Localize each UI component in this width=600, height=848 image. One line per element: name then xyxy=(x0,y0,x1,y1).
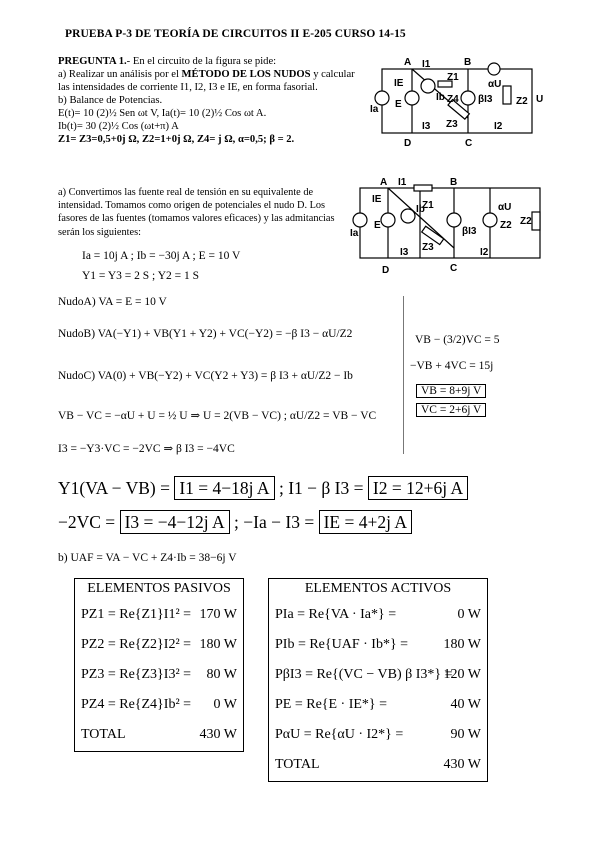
c1-label-Ia: Ia xyxy=(370,104,379,115)
c2-label-IE: IE xyxy=(372,194,382,205)
c1-label-D: D xyxy=(404,138,412,148)
c1-label-betaI3: βI3 xyxy=(478,94,493,105)
c2-label-Ia: Ia xyxy=(350,228,359,239)
active-elements-panel xyxy=(268,578,488,782)
passive-header: ELEMENTOS PASIVOS xyxy=(87,581,231,596)
passive-row xyxy=(75,631,243,661)
passive-row xyxy=(75,601,243,631)
i1-result: I1 = 4−18j A xyxy=(174,476,274,500)
passive-row xyxy=(75,661,243,691)
active-row xyxy=(269,631,487,661)
vc-result: VC = 2+6j V xyxy=(416,403,486,417)
system-eq-2: −VB + 4VC = 15j xyxy=(410,360,494,372)
ie-result: IE = 4+2j A xyxy=(319,510,412,534)
problem-statement xyxy=(58,55,360,146)
active-value: 180 W xyxy=(443,637,481,652)
passive-value: 80 W xyxy=(206,667,237,682)
active-value: 40 W xyxy=(450,697,481,712)
ie-pre: ; −Ia − I3 = xyxy=(234,512,315,532)
active-expr: PIb = Re{UAF · Ib*} = xyxy=(275,637,409,652)
i1-derivation xyxy=(58,478,468,499)
active-row xyxy=(269,661,487,691)
c1-label-Z4: Z4 xyxy=(447,94,459,105)
active-row xyxy=(269,721,487,751)
c1-label-Ib: Ib xyxy=(436,92,445,103)
c2-label-betaI3: βI3 xyxy=(462,226,477,237)
question-intro: - En el circuito de la figura se pide: xyxy=(126,56,277,67)
c2-label-B: B xyxy=(450,177,458,188)
source-e: E(t)= 10 (2)½ Sen ωt V, Ia(t)= 10 (2)½ Cos ωt A. xyxy=(58,108,267,119)
vb-result: VB = 8+9j V xyxy=(416,384,486,398)
active-total-label: TOTAL xyxy=(275,757,320,772)
passive-value: 180 W xyxy=(199,637,237,652)
passive-row xyxy=(75,691,243,721)
passive-elements-panel xyxy=(74,578,244,752)
i3-derivation xyxy=(58,512,412,533)
active-header: ELEMENTOS ACTIVOS xyxy=(304,581,452,596)
question-a-pre: a) Realizar un análisis por el xyxy=(58,69,182,80)
node-b-equation: NudoB) VA(−Y1) + VB(Y1 + Y2) + VC(−Y2) = −β I3 − αU/Z2 xyxy=(58,328,353,340)
c1-label-U: U xyxy=(536,94,544,105)
c2-label-alphaU: αU xyxy=(498,202,512,213)
c1-label-I3: I3 xyxy=(422,121,431,132)
passive-value: 170 W xyxy=(199,607,237,622)
passive-total-value: 430 W xyxy=(199,727,237,742)
active-row xyxy=(269,601,487,631)
passive-total-row xyxy=(75,721,243,751)
c1-label-Z2: Z2 xyxy=(516,96,528,107)
c1-label-I2: I2 xyxy=(494,121,503,132)
passive-expr: PZ2 = Re{Z2}I2² = xyxy=(81,637,192,652)
passive-total-label: TOTAL xyxy=(81,727,126,742)
question-lead: PREGUNTA 1. xyxy=(58,56,127,67)
passive-expr: PZ3 = Re{Z3}I3² = xyxy=(81,667,192,682)
passive-value: 0 W xyxy=(213,697,237,712)
question-a-post: y calcular las intensidades de corriente I1, I2, I3 e IE, en forma fasorial. xyxy=(58,69,355,93)
active-value: 120 W xyxy=(443,667,481,682)
c1-label-C: C xyxy=(465,138,473,148)
c1-label-B: B xyxy=(464,57,472,68)
i2-result: I2 = 12+6j A xyxy=(368,476,468,500)
c1-label-alphaU: αU xyxy=(488,79,502,90)
i3-relation: I3 = −Y3·VC = −2VC ⇒ β I3 = −4VC xyxy=(58,443,235,455)
question-a-method: MÉTODO DE LOS NUDOS xyxy=(181,69,311,80)
c1-label-Z1: Z1 xyxy=(447,72,459,83)
i3-pre: −2VC = xyxy=(58,512,116,532)
active-total-row xyxy=(269,751,487,781)
c2-label-I1: I1 xyxy=(398,177,407,188)
u-relation: VB − VC = −αU + U = ½ U ⇒ U = 2(VB − VC) ; αU/Z2 = VB − VC xyxy=(58,410,377,422)
passive-expr: PZ4 = Re{Z4}Ib² = xyxy=(81,697,192,712)
c1-label-I1: I1 xyxy=(422,59,431,70)
c1-label-A: A xyxy=(404,57,412,68)
source-phasors: Ia = 10j A ; Ib = −30j A ; E = 10 V xyxy=(82,250,241,262)
c2-label-I3: I3 xyxy=(400,247,409,258)
c1-label-E: E xyxy=(395,99,402,110)
i3-result: I3 = −4−12j A xyxy=(120,510,230,534)
i2-pre: ; I1 − β I3 = xyxy=(278,478,364,498)
admittances: Y1 = Y3 = 2 S ; Y2 = 1 S xyxy=(82,270,200,282)
c2-label-D: D xyxy=(382,265,390,276)
active-expr: PE = Re{E · IE*} = xyxy=(275,697,388,712)
active-row xyxy=(269,691,487,721)
c2-label-Ib: Ib xyxy=(416,204,425,215)
passive-expr: PZ1 = Re{Z1}I1² = xyxy=(81,607,192,622)
c2-label-Z3: Z3 xyxy=(422,242,434,253)
question-b: b) Balance de Potencias. xyxy=(58,95,163,106)
i1-pre: Y1(VA − VB) = xyxy=(58,478,170,498)
active-expr: PαU = Re{αU · I2*} = xyxy=(275,727,404,742)
node-c-equation: NudoC) VA(0) + VB(−Y2) + VC(Y2 + Y3) = β I3 + αU/Z2 − Ib xyxy=(58,370,353,382)
c2-label-Z2a: Z2 xyxy=(520,216,532,227)
c2-label-I2: I2 xyxy=(480,247,489,258)
c2-label-A: A xyxy=(380,177,388,188)
active-value: 0 W xyxy=(457,607,481,622)
c1-label-IE: IE xyxy=(394,78,404,89)
c2-label-Z2b: Z2 xyxy=(500,220,512,231)
c2-label-Z1: Z1 xyxy=(422,200,434,211)
active-total-value: 430 W xyxy=(443,757,481,772)
solution-intro: a) Convertimos las fuente real de tensión en su equivalente de intensidad. Tomamos como origen de potenciales el nudo D. Los fasores de las fuentes (tomamos valores eficaces) y las admitancias serán los siguientes: xyxy=(58,187,335,238)
circuit-diagram-2 xyxy=(350,176,546,276)
circuit-diagram-1 xyxy=(368,56,546,148)
c2-label-E: E xyxy=(374,220,381,231)
active-expr: PIa = Re{VA · Ia*} = xyxy=(275,607,397,622)
active-expr: PβI3 = Re{(VC − VB) β I3*} = xyxy=(275,667,453,682)
page-title: PRUEBA P-3 DE TEORÍA DE CIRCUITOS II E-205 CURSO 14-15 xyxy=(65,28,406,40)
uaf-result: b) UAF = VA − VC + Z4·Ib = 38−6j V xyxy=(58,552,237,564)
c2-label-C: C xyxy=(450,263,458,274)
equations-brace xyxy=(403,296,405,454)
system-eq-1: VB − (3/2)VC = 5 xyxy=(415,334,500,346)
parameters: Z1= Z3=0,5+0j Ω, Z2=1+0j Ω, Z4= j Ω, α=0,5; β = 2. xyxy=(58,134,295,145)
node-a-equation: NudoA) VA = E = 10 V xyxy=(58,296,167,308)
active-value: 90 W xyxy=(450,727,481,742)
source-ib: Ib(t)= 30 (2)½ Cos (ωt+π) A xyxy=(58,121,179,132)
c1-label-Z3: Z3 xyxy=(446,119,458,130)
